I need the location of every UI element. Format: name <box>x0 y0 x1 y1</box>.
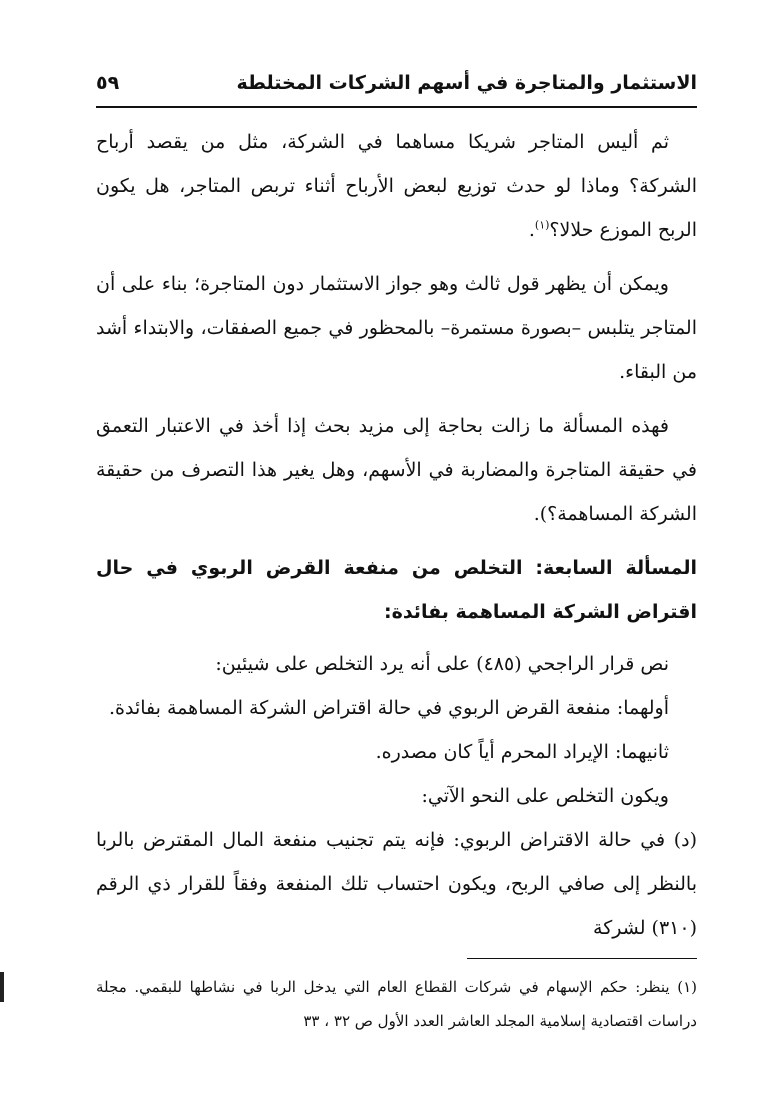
paragraph-third-opinion: ويمكن أن يظهر قول ثالث وهو جواز الاستثمار دون المتاجرة؛ بناء على أن المتاجر يتلبس –بصورة مستمرة– بالمحظور في جميع الصفقات، والابتداء أشد من البقاء. <box>96 273 697 383</box>
section-heading: المسألة السابعة: التخلص من منفعة القرض الربوي في حال اقتراض الشركة المساهمة بفائدة: <box>96 557 697 623</box>
paragraph-profit-question-text: ثم أليس المتاجر شريكا مساهما في الشركة، مثل من يقصد أرباح الشركة؟ وماذا لو حدث توزيع لبعض الأرباح أثناء تربص المتاجر، هل يكون الربح الموزع حلالا؟ <box>96 131 697 241</box>
running-header <box>96 66 697 106</box>
footnotes <box>96 970 697 1038</box>
paragraph-second-item: ثانيهما: الإيراد المحرم أياً كان مصدره. <box>375 741 669 763</box>
page-edge-mark <box>0 972 4 1002</box>
footnote-1: (١) ينظر: حكم الإسهام في شركات القطاع العام التي يدخل الربا في نشاطها للبقمي. مجلة دراسات اقتصادية إسلامية المجلد العاشر العدد الأول ص ٣٢ ، ٣٣ <box>96 978 697 1030</box>
paragraph-further-research: فهذه المسألة ما زالت بحاجة إلى مزيد بحث إذا أخذ في الاعتبار التعمق في حقيقة المتاجرة والمضاربة في الأسهم، وهل يغير هذا التصرف من حقيقة الشركة المساهمة؟). <box>96 415 697 525</box>
footnote-reference: (١) <box>534 218 550 232</box>
paragraph-procedure-intro: ويكون التخلص على النحو الآتي: <box>421 785 669 807</box>
paragraph-first-item: أولهما: منفعة القرض الربوي في حالة اقتراض الشركة المساهمة بفائدة. <box>109 697 669 719</box>
paragraph-end-mark: . <box>528 219 535 241</box>
footnote-divider <box>467 958 697 959</box>
header-divider <box>96 106 697 108</box>
page-number: ٥٩ <box>96 72 120 94</box>
running-header-title: الاستثمار والمتاجرة في أسهم الشركات المختلطة <box>236 72 697 94</box>
paragraph-usurious-loan-case: (د) في حالة الاقتراض الربوي: فإنه يتم تجنيب منفعة المال المقترض بالربا بالنظر إلى صافي الربح، ويكون احتساب تلك المنفعة وفقاً للقرار ذي الرقم (٣١٠) لشركة <box>96 829 697 939</box>
paragraph-rajhi-resolution: نص قرار الراجحي (٤٨٥) على أنه يرد التخلص على شيئين: <box>215 653 669 675</box>
paragraph-profit-question <box>96 120 697 252</box>
body-text <box>96 120 697 950</box>
